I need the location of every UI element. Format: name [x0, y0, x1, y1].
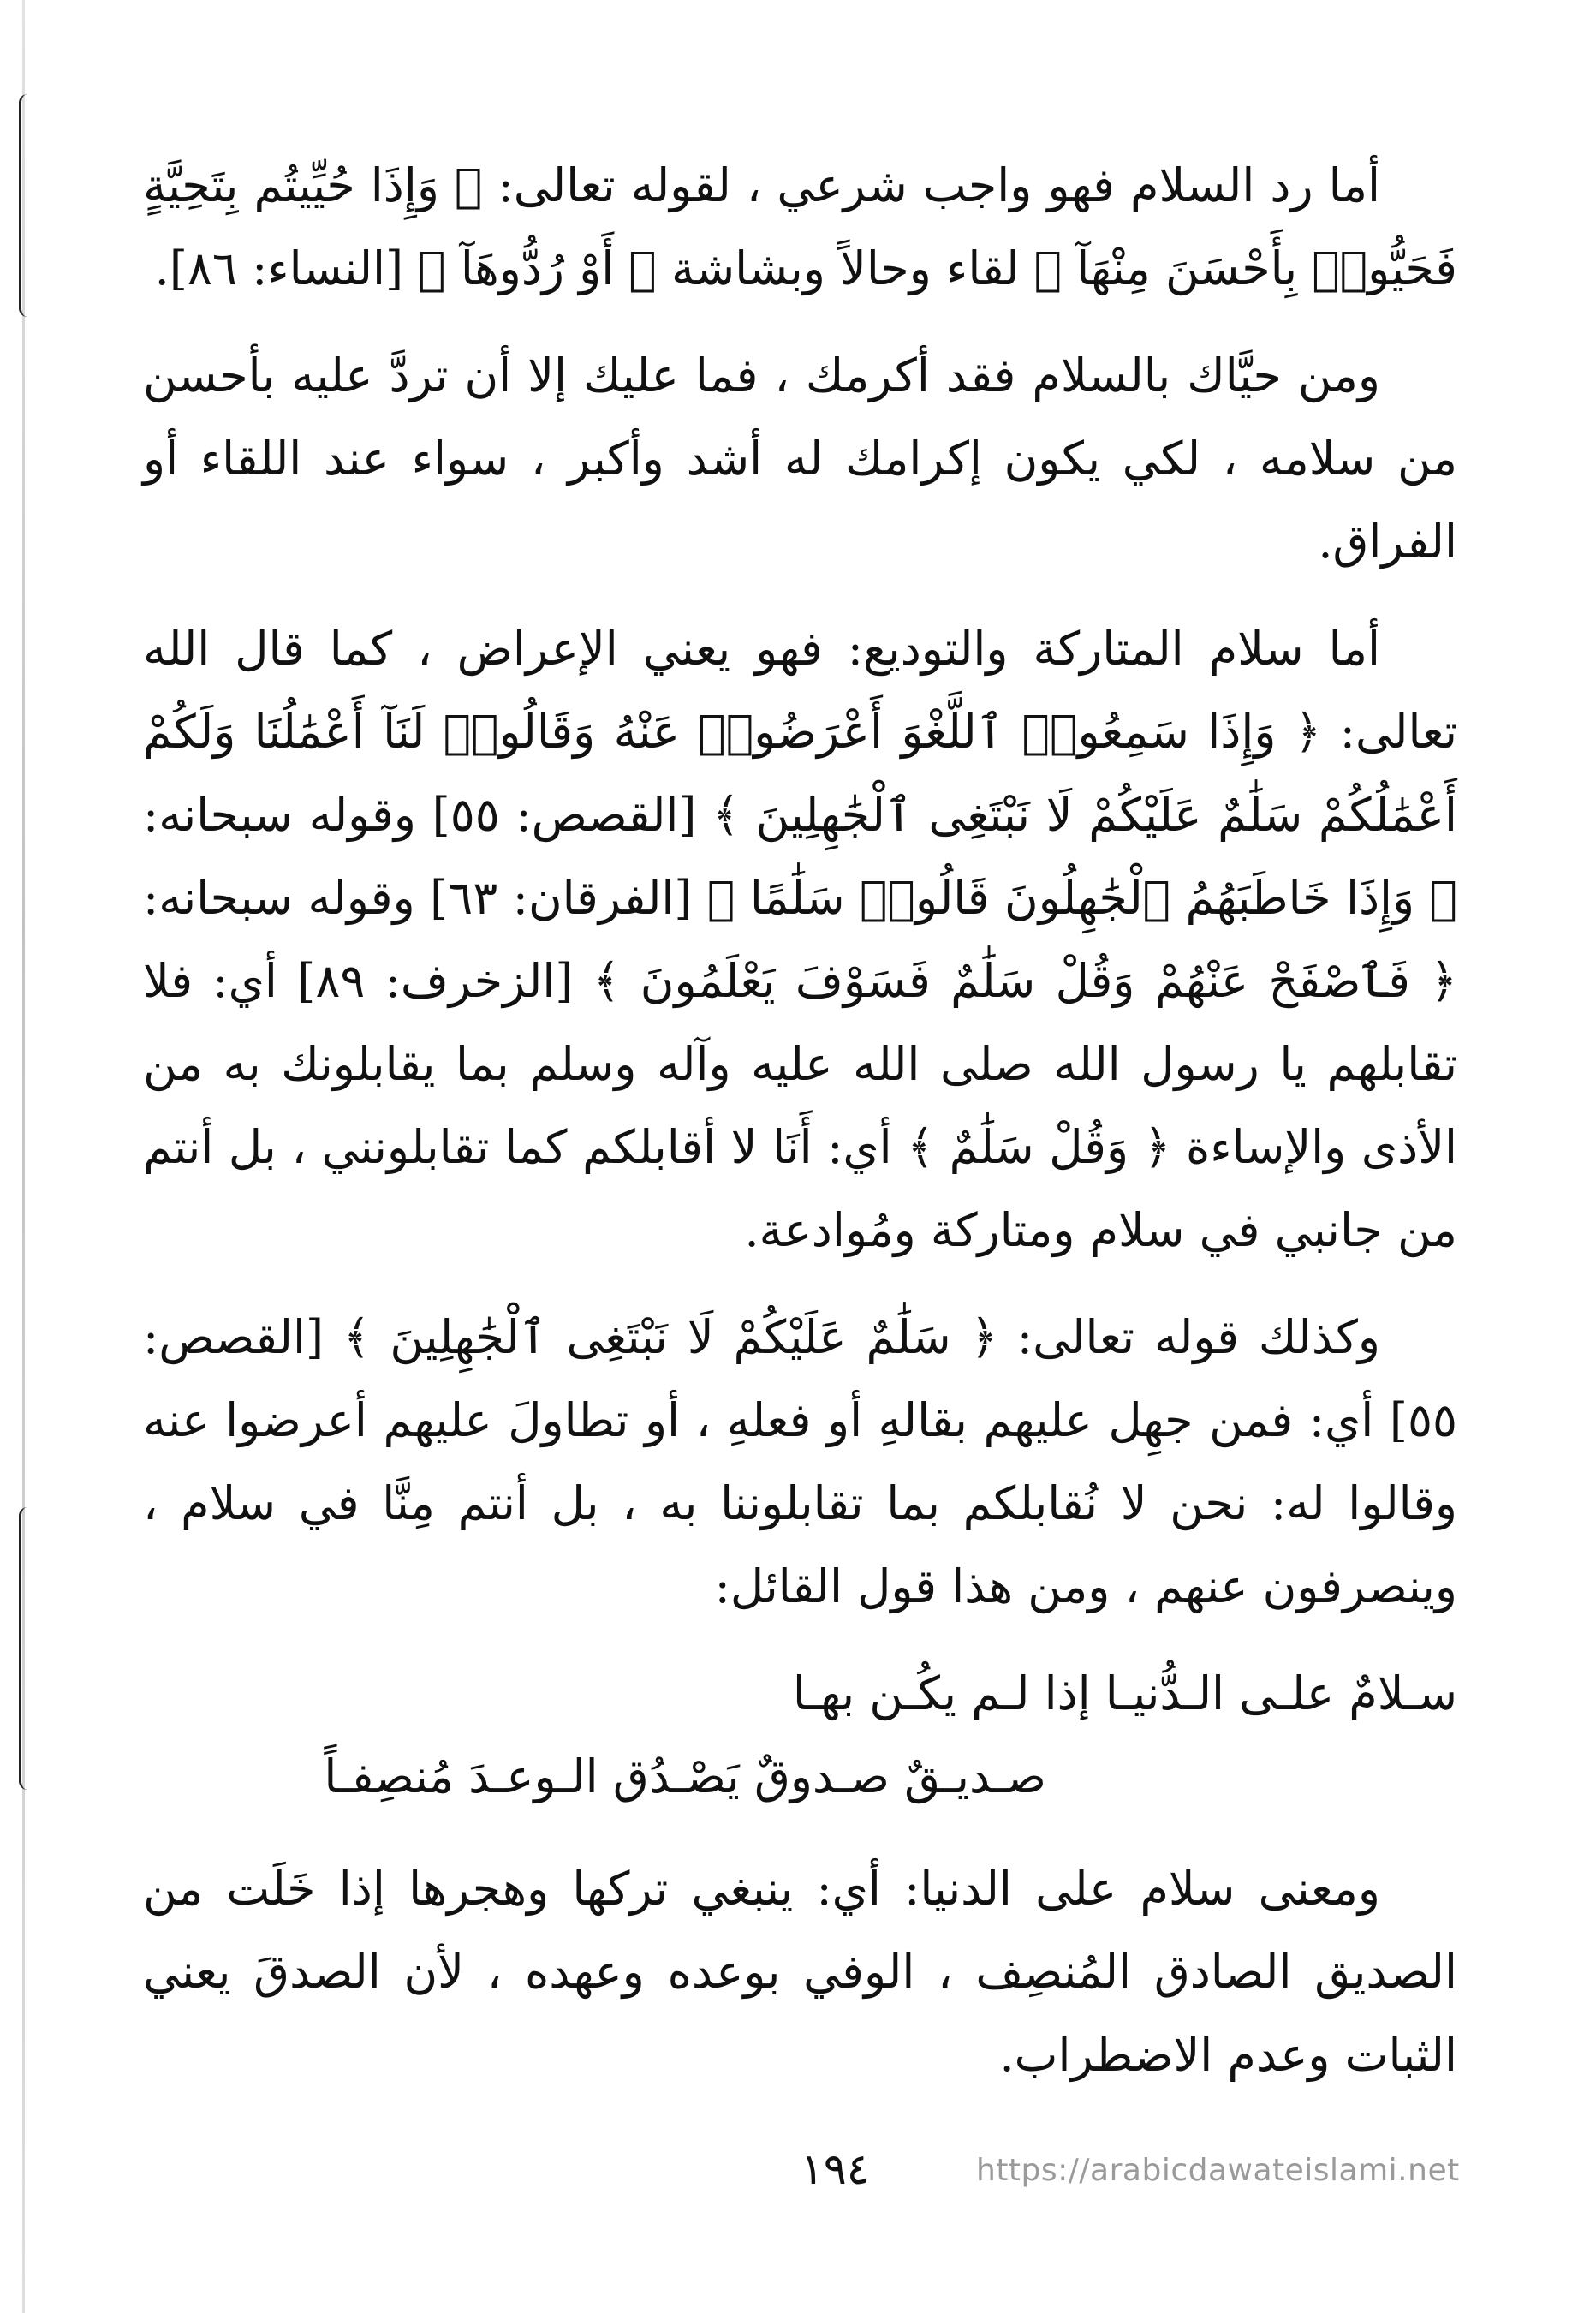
page-number: ١٩٤: [801, 2144, 870, 2194]
scan-edge: [22, 0, 25, 2313]
page-body: [143, 144, 1457, 2120]
binding-mark-top: [19, 94, 32, 317]
page-footer: [0, 2139, 1596, 2208]
source-watermark: https://arabicdawateislami.net: [976, 2153, 1460, 2188]
poem-verse-second: صـديـقٌ صـدوقٌ يَصْـدُق الـوعـدَ مُنصِفـاً: [324, 1750, 1046, 1803]
binding-mark-bottom: [19, 1507, 32, 1790]
paragraph-honor-greeter: ومن حيَّاك بالسلام فقد أكرمك ، فما عليك إلا أن تردَّ عليه بأحسن من سلامه ، لكي يكون إكرامك له أشد وأكبر ، سواء عند اللقاء أو الفراق.: [143, 349, 1457, 569]
paragraph-meaning: ومعنى سلام على الدنيا: أي: ينبغي تركها وهجرها إذا خَلَت من الصديق الصادق المُنصِف ، الوفي بوعده وعهده ، لأن الصدقَ يعني الثبات وعدم الاضطراب.: [143, 1862, 1457, 2082]
paragraph-qasas-verse: وكذلك قوله تعالى: ﴿ سَلَٰمٌ عَلَيْكُمْ لَا نَبْتَغِى ٱلْجَٰهِلِينَ ﴾ [القصص: ٥٥] أي: فمن جهِل عليهم بقالهِ أو فعلهِ ، أو تطاولَ عليهم أعرضوا عنه وقالوا له: نحن لا نُقابلكم بما تقابلوننا به ، بل أنتم مِنَّا في سلام ، وينصرفون عنهم ، ومن هذا قول القائل:: [143, 1310, 1457, 1613]
poem-verse-first: سـلامٌ علـى الـدُّنيـا إذا لـم يكُـن بهـا: [792, 1666, 1457, 1720]
paragraph-farewell-salam: أما سلام المتاركة والتوديع: فهو يعني الإعراض ، كما قال الله تعالى: ﴿ وَإِذَا سَمِعُوا۟ ٱللَّغْوَ أَعْرَضُوا۟ عَنْهُ وَقَالُوا۟ لَنَآ أَعْمَٰلُنَا وَلَكُمْ أَعْمَٰلُكُمْ سَلَٰمٌ عَلَيْكُمْ لَا نَبْتَغِى ٱلْجَٰهِلِينَ ﴾ [القصص: ٥٥] وقوله سبحانه: ﴿ وَإِذَا خَاطَبَهُمُ ٱلْجَٰهِلُونَ قَالُوا۟ سَلَٰمًا ﴾ [الفرقان: ٦٣] وقوله سبحانه: ﴿ فَٱصْفَحْ عَنْهُمْ وَقُلْ سَلَٰمٌ فَسَوْفَ يَعْلَمُونَ ﴾ [الزخرف: ٨٩] أي: فلا تقابلهم يا رسول الله صلى الله عليه وآله وسلم بما يقابلونك به من الأذى والإساءة ﴿ وَقُلْ سَلَٰمٌ ﴾ أي: أَنَا لا أقابلكم كما تقابلونني ، بل أنتم من جانبي في سلام ومتاركة ومُوادعة.: [143, 622, 1457, 1257]
paragraph-reply-greeting: أما رد السلام فهو واجب شرعي ، لقوله تعالى: ﴿ وَإِذَا حُيِّيتُم بِتَحِيَّةٍ فَحَيُّوا۟ بِأَحْسَنَ مِنْهَآ ﴾ لقاء وحالاً وبشاشة ﴿ أَوْ رُدُّوهَآ ﴾ [النساء: ٨٦].: [143, 158, 1457, 295]
